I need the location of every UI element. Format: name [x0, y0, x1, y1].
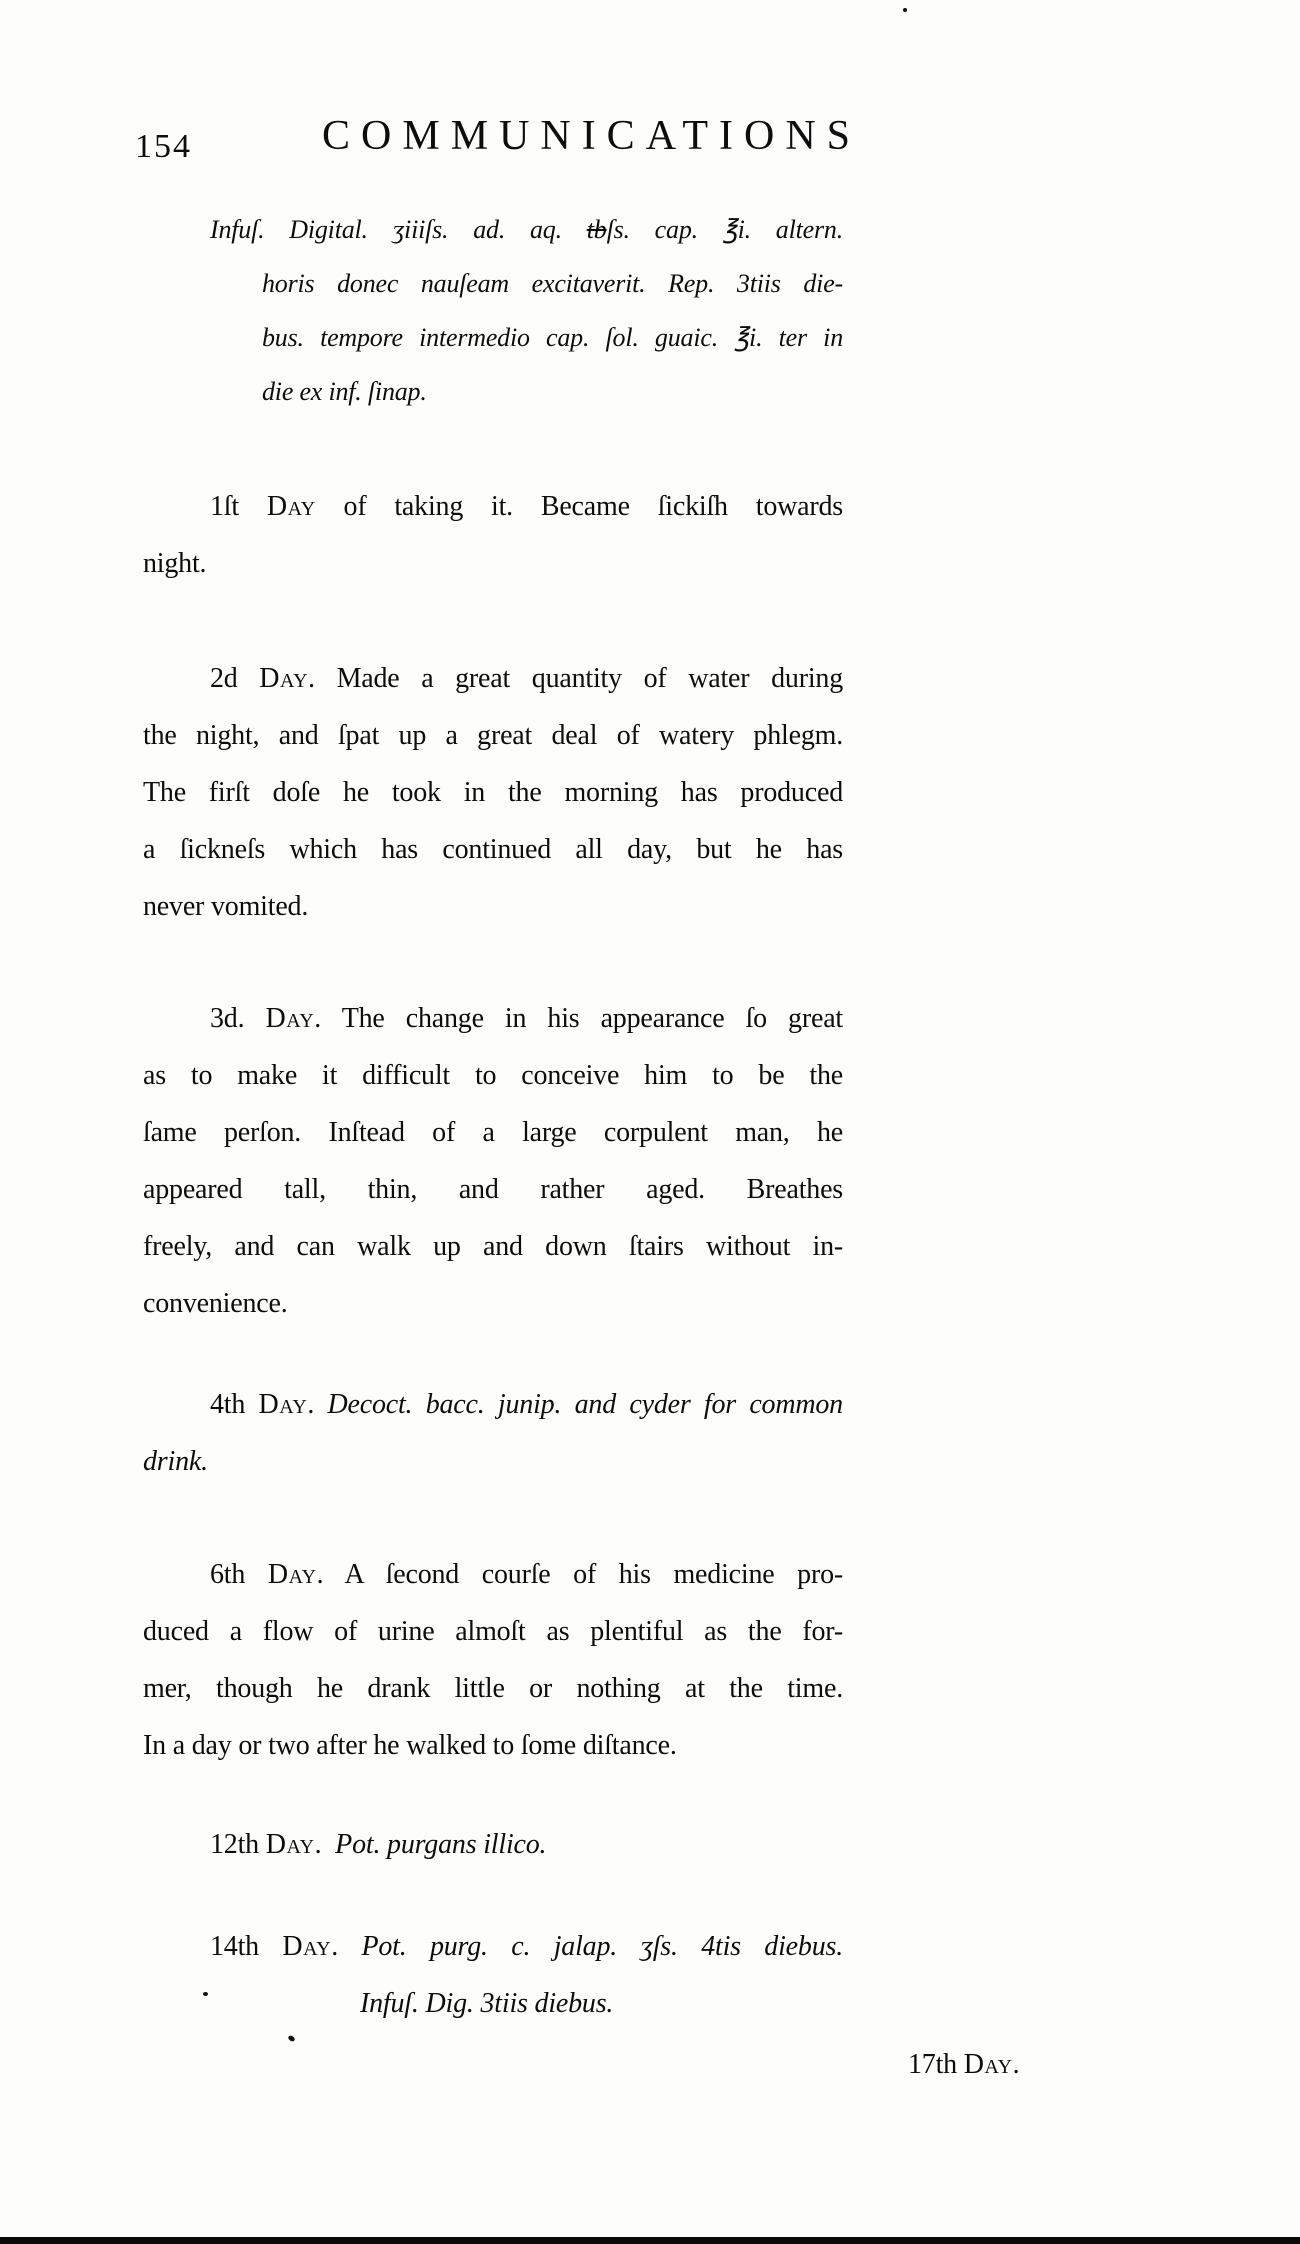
text-line — [143, 1376, 843, 1433]
text-line — [143, 1918, 843, 1975]
text-line — [143, 878, 843, 935]
text-segment: a ſickneſs which has continued all day, but he has — [143, 834, 843, 865]
text-segment: Pot. purg. c. jalap. ʒſs. 4tis diebus. — [361, 1931, 843, 1962]
text-segment: . Made a great quantity of water during — [308, 663, 843, 694]
text-segment: The firſt doſe he took in the morning has produced — [143, 777, 843, 808]
text-segment: Day — [259, 663, 309, 694]
text-segment: In a day or two after he walked to ſome diſtance. — [143, 1730, 677, 1761]
ink-speck — [903, 8, 907, 12]
text-line — [210, 203, 843, 257]
text-line — [143, 821, 843, 878]
text-line — [143, 1546, 843, 1603]
text-segment: Infuſ. Dig. 3tiis diebus. — [360, 1988, 614, 2019]
text-segment: horis donec nauſeam excitaverit. Rep. 3tiis die- — [262, 269, 843, 298]
entry-day-4 — [143, 1376, 843, 1490]
text-segment: . — [1012, 2049, 1020, 2080]
text-segment: never vomited. — [143, 891, 309, 922]
text-line — [143, 1975, 843, 2032]
entry-day-6 — [143, 1546, 843, 1774]
ink-speck — [203, 1992, 208, 1996]
text-segment: 12th — [210, 1829, 266, 1860]
text-line — [143, 990, 843, 1047]
text-segment: as to make it difficult to conceive him to be the — [143, 1060, 843, 1091]
text-segment: . The change in his appearance ſo great — [314, 1003, 844, 1034]
text-segment: bus. tempore intermedio cap. ſol. guaic. ℥i. ter in — [262, 323, 843, 352]
text-segment: appeared tall, thin, and rather aged. Breathes — [143, 1174, 843, 1205]
running-header-title: COMMUNICATIONS — [322, 113, 862, 159]
text-segment: of taking it. Became ſickiſh towards — [315, 491, 843, 522]
text-line — [210, 257, 843, 311]
text-segment: tb — [586, 215, 607, 244]
text-line — [143, 1047, 843, 1104]
ink-speck — [287, 2034, 296, 2042]
text-segment: . — [307, 1389, 328, 1420]
entry-day-1 — [143, 478, 843, 592]
text-line — [143, 764, 843, 821]
text-segment: drink. — [143, 1446, 208, 1477]
text-line — [908, 2036, 1019, 2093]
text-segment: 2d — [210, 663, 260, 694]
text-segment: . — [314, 1829, 336, 1860]
text-segment: 1ſt — [210, 491, 267, 522]
text-segment: Day — [282, 1931, 332, 1962]
text-segment: Day — [963, 2049, 1013, 2080]
scan-edge-bar — [0, 2237, 1300, 2244]
text-line — [143, 535, 843, 592]
text-line — [143, 1275, 843, 1332]
entry-day-2 — [143, 650, 843, 935]
text-segment: ſs. cap. ℥i. altern. — [606, 215, 843, 244]
text-segment: Infuſ. Digital. ʒiiiſs. ad. aq. — [210, 215, 587, 244]
text-line — [143, 1603, 843, 1660]
text-line — [210, 311, 843, 365]
entry-day-3 — [143, 990, 843, 1332]
text-line — [143, 478, 843, 535]
text-segment: mer, though he drank little or nothing at the time. — [143, 1673, 843, 1704]
text-line — [143, 707, 843, 764]
text-segment: ſame perſon. Inſtead of a large corpulent man, he — [143, 1117, 843, 1148]
entry-day-12 — [143, 1816, 843, 1873]
text-segment: 4th — [210, 1389, 259, 1420]
text-line — [143, 1433, 843, 1490]
text-segment: Decoct. bacc. junip. and cyder for common — [327, 1389, 843, 1420]
rx-infusion-digitalis — [210, 203, 843, 419]
text-line — [143, 1717, 843, 1774]
entry-day-14 — [143, 1918, 843, 2032]
page-number: 154 — [135, 128, 192, 165]
text-line — [143, 1218, 843, 1275]
text-segment: convenience. — [143, 1288, 288, 1319]
text-line — [210, 365, 843, 419]
text-line — [143, 1104, 843, 1161]
text-segment: . — [331, 1931, 362, 1962]
text-line — [143, 1816, 843, 1873]
text-segment: freely, and can walk up and down ſtairs without in- — [143, 1231, 843, 1262]
text-segment: Pot. purgans illico. — [335, 1829, 547, 1860]
text-segment: 17th — [908, 2049, 964, 2080]
catchword-day-17 — [908, 2036, 1019, 2093]
text-segment: die ex inf. ſinap. — [262, 377, 427, 406]
text-line — [143, 650, 843, 707]
text-segment: night. — [143, 548, 207, 579]
text-segment: the night, and ſpat up a great deal of watery phlegm. — [143, 720, 843, 751]
text-segment: 3d. — [210, 1003, 266, 1034]
text-segment: Day — [265, 1003, 315, 1034]
text-segment: Day — [267, 1559, 317, 1590]
text-segment: duced a flow of urine almoſt as plentiful as the for- — [143, 1616, 843, 1647]
text-line — [143, 1161, 843, 1218]
text-segment: 14th — [210, 1931, 283, 1962]
text-segment: Day — [266, 491, 316, 522]
text-segment: . A ſecond courſe of his medicine pro- — [316, 1559, 843, 1590]
text-line — [143, 1660, 843, 1717]
text-segment: 6th — [210, 1559, 268, 1590]
text-segment: Day — [258, 1389, 308, 1420]
text-segment: Day — [265, 1829, 315, 1860]
